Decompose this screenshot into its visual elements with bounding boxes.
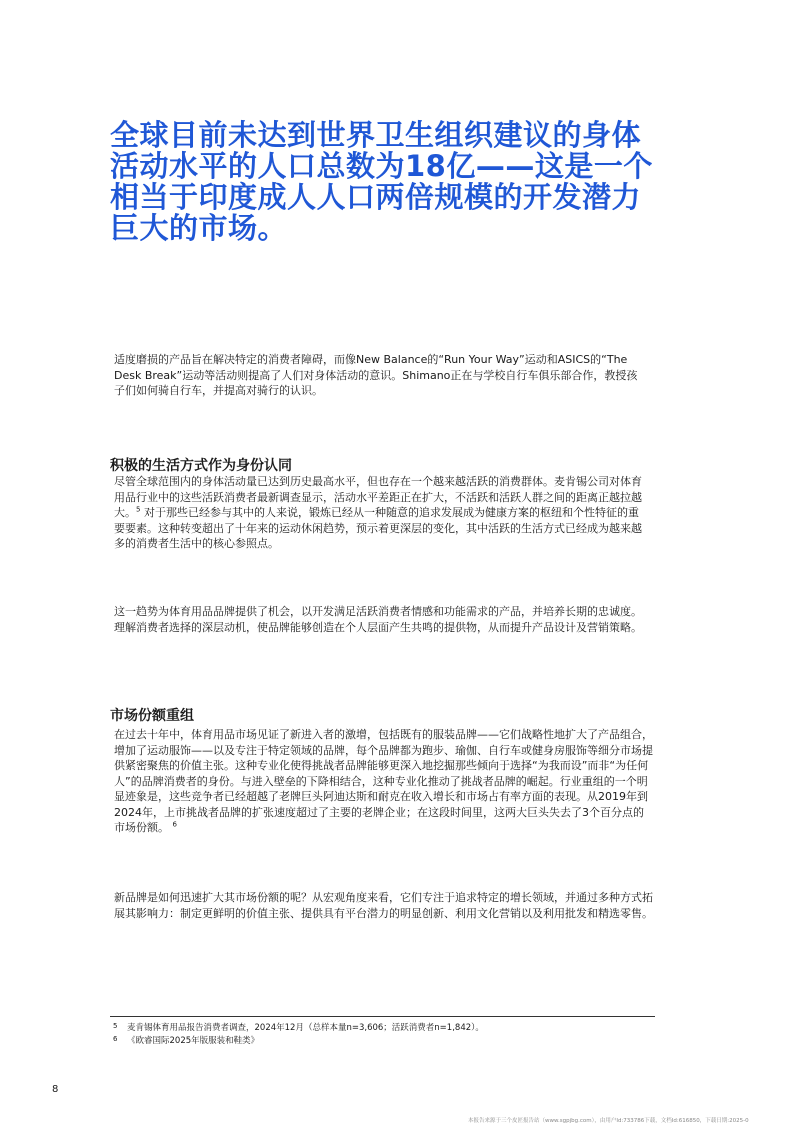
footnote-5-text: 麦肯锡体育用品报告消费者调查，2024年12月（总样本量n=3,606；活跃消费者n=1,842）。 xyxy=(127,1023,484,1033)
footnote-5 xyxy=(113,1020,484,1034)
page-headline: 全球目前未达到世界卫生组织建议的身体活动水平的人口总数为18亿——这是一个相当于印度成人人口两倍规模的开发潜力巨大的市场。 xyxy=(110,118,653,245)
market-share-paragraph-1 xyxy=(114,727,654,836)
page-number: 8 xyxy=(52,1084,59,1095)
section-heading-identity: 积极的生活方式作为身份认同 xyxy=(110,458,292,474)
identity-paragraph-1-text-b: 对于那些已经参与其中的人来说，锻炼已经从一种随意的追求发展成为健康方案的枢纽和个性特征的重要要素。这种转变超出了十年来的运动休闲趋势，预示着更深层的变化，其中活跃的生活方式已经成为越来越多的消费者生活中的核心参照点。 xyxy=(114,506,642,550)
identity-paragraph-1-text-a: 尽管全球范围内的身体活动量已达到历史最高水平，但也存在一个越来越活跃的消费群体。麦肯锡公司对体育用品行业中的这些活跃消费者最新调查显示，活动水平差距正在扩大，不活跃和活跃人群之间的距离正越拉越大。 xyxy=(114,475,642,519)
identity-paragraph-1 xyxy=(114,474,646,552)
footnote-divider xyxy=(110,1016,655,1017)
download-watermark: 本报告来源于三个皮匠报告站（www.sgpjbg.com），由用户Id:733786下载，文档Id:616850，下载日期:2025-0 xyxy=(468,1118,749,1124)
market-share-paragraph-2: 新品牌是如何迅速扩大其市场份额的呢？从宏观角度来看，它们专注于追求特定的增长领域，并通过多种方式拓展其影响力：制定更鲜明的价值主张、提供具有平台潜力的明显创新、利用文化营销以及利用批发和精选零售。 xyxy=(114,891,653,920)
footnote-6 xyxy=(113,1033,259,1047)
footnote-ref-6: 6 xyxy=(172,820,177,829)
market-share-paragraph-1-text: 在过去十年中，体育用品市场见证了新进入者的激增，包括既有的服装品牌——它们战略性地扩大了产品组合，增加了运动服饰——以及专注于特定领域的品牌，每个品牌都为跑步、瑜伽、自行车或健身房服饰等细分市场提供紧密聚焦的价值主张。这种专业化使得挑战者品牌能够更深入地挖掘那些倾向于选择“为我而设”而非“为任何人”的品牌消费者的身份。与进入壁垒的下降相结合，这种专业化推动了挑战者品牌的崛起。行业重组的一个明显迹象是，这些竞争者已经超越了老牌巨头阿迪达斯和耐克在收入增长和市场占有率方面的表现。从2019年到2024年，上市挑战者品牌的扩张速度超过了主要的老牌企业；在这段时间里，这两大巨头失去了3个百分点的市场份额。 xyxy=(114,728,653,834)
identity-paragraph-2: 这一趋势为体育用品品牌提供了机会，以开发满足活跃消费者情感和功能需求的产品，并培养长期的忠诚度。理解消费者选择的深层动机，使品牌能够创造在个人层面产生共鸣的提供物，从而提升产品设计及营销策略。 xyxy=(114,605,642,634)
section-heading-market-share: 市场份额重组 xyxy=(110,708,194,724)
footnote-6-number: 6 xyxy=(113,1035,118,1043)
footnote-5-number: 5 xyxy=(113,1022,118,1030)
footnote-ref-5: 5 xyxy=(136,505,141,514)
intro-paragraph: 适度磨损的产品旨在解决特定的消费者障碍，而像New Balance的“Run Your Way”运动和ASICS的“The Desk Break”运动等活动则提高了人们对身体活动的意识。Shimano正在与学校自行车俱乐部合作，教授孩子们如何骑自行车，并提高对骑行的认识。 xyxy=(114,353,638,397)
footnote-6-text: 《欧睿国际2025年版服装和鞋类》 xyxy=(127,1036,260,1046)
